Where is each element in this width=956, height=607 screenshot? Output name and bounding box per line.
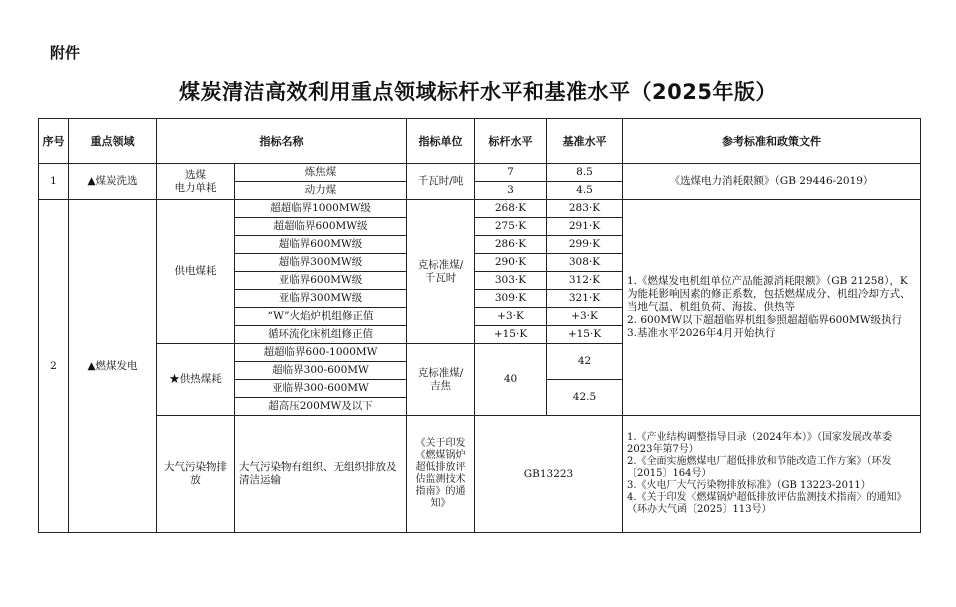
header-indicator: 指标名称 xyxy=(157,119,407,164)
header-row xyxy=(39,119,921,164)
supply-item-benchmark: 309·K xyxy=(475,290,547,308)
table-row xyxy=(39,200,921,218)
supply-item-name: 超临界600MW级 xyxy=(235,236,407,254)
header-baseline: 基准水平 xyxy=(547,119,623,164)
supply-item-name: 循环流化床机组修正值 xyxy=(235,326,407,344)
air-item-name: 大气污染物有组织、无组织排放及清洁运输 xyxy=(235,416,407,533)
supply-item-baseline: 283·K xyxy=(547,200,623,218)
supply-item-name: “W”火焰炉机组修正值 xyxy=(235,308,407,326)
row2-no: 2 xyxy=(39,200,69,533)
supply-item-benchmark: 303·K xyxy=(475,272,547,290)
header-no: 序号 xyxy=(39,119,69,164)
supply-item-baseline: 291·K xyxy=(547,218,623,236)
heat-item-name: 亚临界300-600MW xyxy=(235,380,407,398)
row1-no: 1 xyxy=(39,164,69,200)
supply-item-benchmark: +3·K xyxy=(475,308,547,326)
air-reference: 1.《产业结构调整指导目录（2024年本）》（国家发展改革委2023年第7号） 2.《全面实施燃煤电厂超低排放和节能改造工作方案》（环发〔2015〕164号） 3.《火电厂大气污染物排放标准》（GB 13223-2011） 4.《关于印发〈燃煤锅炉超低排放评估监测技术指南〉的通知》（环办大气函〔2025〕113号） xyxy=(623,416,921,533)
air-baseline: GB13223 xyxy=(475,416,623,533)
air-unit: 《关于印发《燃煤锅炉超低排放评估监测技术指南》的通知》 xyxy=(407,416,475,533)
supply-reference: 1.《燃煤发电机组单位产品能源消耗限额》（GB 21258），K为能耗影响因素的修正系数，包括燃煤成分、机组冷却方式、当地气温、机组负荷、海拔、供热等 2. 600MW以下超超临界机组参照超超临界600MW级执行 3.基准水平2026年4月开始执行 xyxy=(623,200,921,416)
heat-item-name: 超超临界600-1000MW xyxy=(235,344,407,362)
supply-unit: 克标准煤/千瓦时 xyxy=(407,200,475,344)
header-benchmark: 标杆水平 xyxy=(475,119,547,164)
supply-item-name: 超临界300MW级 xyxy=(235,254,407,272)
row1-reference: 《选煤电力消耗限额》（GB 29446-2019） xyxy=(623,164,921,200)
row2-field: ▲燃煤发电 xyxy=(69,200,157,533)
header-reference: 参考标准和政策文件 xyxy=(623,119,921,164)
supply-item-baseline: 299·K xyxy=(547,236,623,254)
row1-item-name: 炼焦煤 xyxy=(235,164,407,182)
supply-item-name: 超超临界600MW级 xyxy=(235,218,407,236)
heat-baseline-b: 42.5 xyxy=(547,380,623,416)
table-row xyxy=(39,164,921,182)
benchmark-table xyxy=(38,118,921,533)
supply-item-name: 亚临界600MW级 xyxy=(235,272,407,290)
supply-item-baseline: +15·K xyxy=(547,326,623,344)
supply-item-name: 亚临界300MW级 xyxy=(235,290,407,308)
supply-item-benchmark: +15·K xyxy=(475,326,547,344)
header-unit: 指标单位 xyxy=(407,119,475,164)
row1-field: ▲煤炭洗选 xyxy=(69,164,157,200)
supply-item-baseline: +3·K xyxy=(547,308,623,326)
supply-category: 供电煤耗 xyxy=(157,200,235,344)
supply-item-baseline: 321·K xyxy=(547,290,623,308)
heat-baseline-a: 42 xyxy=(547,344,623,380)
attachment-label: 附件 xyxy=(50,44,81,62)
row1-item-benchmark: 3 xyxy=(475,182,547,200)
heat-category: ★供热煤耗 xyxy=(157,344,235,416)
supply-item-benchmark: 286·K xyxy=(475,236,547,254)
supply-item-benchmark: 290·K xyxy=(475,254,547,272)
row1-category: 选煤 电力单耗 xyxy=(157,164,235,200)
table-row xyxy=(39,416,921,533)
row1-item-name: 动力煤 xyxy=(235,182,407,200)
air-category: 大气污染物排放 xyxy=(157,416,235,533)
supply-item-name: 超超临界1000MW级 xyxy=(235,200,407,218)
heat-benchmark: 40 xyxy=(475,344,547,416)
row1-item-benchmark: 7 xyxy=(475,164,547,182)
heat-item-name: 超临界300-600MW xyxy=(235,362,407,380)
supply-item-benchmark: 268·K xyxy=(475,200,547,218)
heat-unit: 克标准煤/吉焦 xyxy=(407,344,475,416)
header-field: 重点领域 xyxy=(69,119,157,164)
row1-item-baseline: 8.5 xyxy=(547,164,623,182)
row1-unit: 千瓦时/吨 xyxy=(407,164,475,200)
row1-item-baseline: 4.5 xyxy=(547,182,623,200)
heat-item-name: 超高压200MW及以下 xyxy=(235,398,407,416)
supply-item-benchmark: 275·K xyxy=(475,218,547,236)
page-title: 煤炭清洁高效利用重点领域标杆水平和基准水平（2025年版） xyxy=(179,80,777,104)
supply-item-baseline: 312·K xyxy=(547,272,623,290)
supply-item-baseline: 308·K xyxy=(547,254,623,272)
